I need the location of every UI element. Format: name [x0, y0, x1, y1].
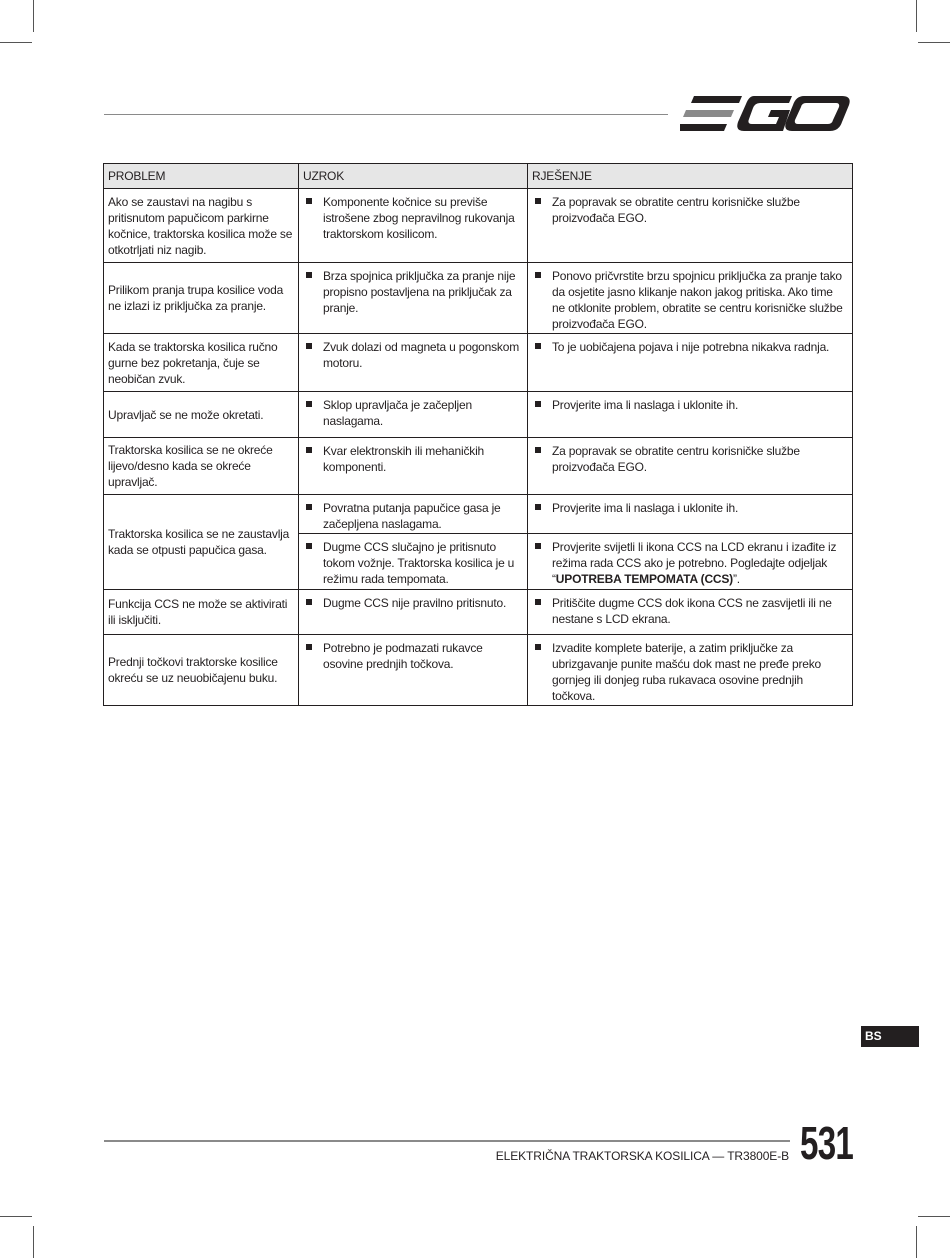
problem-cell: Prilikom pranja trupa kosilice voda ne izlazi iz priključka za pranje.	[104, 263, 299, 334]
bullet-square-icon	[535, 343, 541, 349]
bullet-square-icon	[306, 401, 312, 407]
solution-text: Za popravak se obratite centru korisničke službe proizvođača EGO.	[552, 195, 800, 225]
bullet-square-icon	[306, 599, 312, 605]
bullet-square-icon	[306, 447, 312, 453]
footer-title: ELEKTRIČNA TRAKTORSKA KOSILICA — TR3800E-B	[495, 1149, 789, 1163]
cause-text: Komponente kočnice su previše istrošene zbog nepravilnog rukovanja traktorskom kosilicom.	[323, 195, 515, 241]
cause-cell	[299, 635, 528, 706]
troubleshooting-table	[103, 163, 853, 706]
bullet-square-icon	[306, 644, 312, 650]
bullet-square-icon	[535, 543, 541, 549]
bullet-square-icon	[306, 198, 312, 204]
bullet-square-icon	[535, 401, 541, 407]
cause-cell	[299, 263, 528, 334]
bullet-square-icon	[535, 504, 541, 510]
solution-text: Provjerite ima li naslaga i uklonite ih.	[552, 501, 739, 515]
table-row	[104, 263, 853, 334]
cause-text: Brza spojnica priključka za pranje nije propisno postavljena na priključak za pranje.	[323, 269, 516, 315]
table-row	[104, 590, 853, 635]
solution-text: Ponovo pričvrstite brzu spojnicu priključka za pranje tako da osjetite jasno klikanje nakon jakog pritiska. Ako time ne otklonite problem, obratite se centru korisničke službe proizvođača EGO.	[552, 269, 843, 331]
column-header-problem: PROBLEM	[104, 164, 299, 189]
cause-text: Povratna putanja papučice gasa je začepljena naslagama.	[323, 501, 501, 531]
table-header-row	[104, 164, 853, 189]
header-rule	[104, 114, 668, 115]
crop-mark	[0, 42, 32, 43]
table-row	[104, 189, 853, 263]
bullet-square-icon	[535, 272, 541, 278]
bullet-square-icon	[535, 198, 541, 204]
solution-cell	[528, 334, 853, 392]
solution-text: Izvadite komplete baterije, a zatim priključke za ubrizgavanje punite mašću dok mast ne pređe preko gornjeg ili donjeg ruba rukavaca osovine prednjih točkova.	[552, 641, 822, 703]
solution-cell	[528, 495, 853, 534]
solution-cell	[528, 189, 853, 263]
language-tab: BS	[861, 1026, 919, 1047]
crop-mark	[918, 42, 950, 43]
cause-text: Potrebno je podmazati rukavce osovine prednjih točkova.	[323, 641, 483, 671]
bullet-square-icon	[306, 504, 312, 510]
crop-mark	[0, 1216, 32, 1217]
column-header-solution: RJEŠENJE	[528, 164, 853, 189]
cause-text: Kvar elektronskih ili mehaničkih komponenti.	[323, 444, 485, 474]
problem-cell: Traktorska kosilica se ne zaustavlja kada se otpusti papučica gasa.	[104, 495, 299, 590]
bullet-square-icon	[535, 599, 541, 605]
solution-text: Pritiščite dugme CCS dok ikona CCS ne zasvijetli ili ne nestane s LCD ekrana.	[552, 596, 832, 626]
footer-rule	[104, 1140, 790, 1142]
table-row	[104, 334, 853, 392]
crop-mark	[33, 0, 34, 32]
bullet-square-icon	[535, 644, 541, 650]
problem-cell: Upravljač se ne može okretati.	[104, 392, 299, 438]
cause-cell	[299, 392, 528, 438]
bullet-square-icon	[535, 447, 541, 453]
problem-cell: Prednji točkovi traktorske kosilice okreću se uz neuobičajenu buku.	[104, 635, 299, 706]
problem-cell: Kada se traktorska kosilica ručno gurne bez pokretanja, čuje se neobičan zvuk.	[104, 334, 299, 392]
solution-cell	[528, 392, 853, 438]
solution-text-pre: Provjerite svijetli li ikona CCS na LCD ekranu i izađite iz režima rada CCS ako je potrebno. Pogledajte odjeljak “	[552, 540, 837, 586]
cause-cell	[299, 590, 528, 635]
bullet-square-icon	[306, 272, 312, 278]
solution-text: To je uobičajena pojava i nije potrebna nikakva radnja.	[552, 340, 830, 354]
problem-cell: Funkcija CCS ne može se aktivirati ili isključiti.	[104, 590, 299, 635]
cause-cell	[299, 438, 528, 495]
solution-text: Za popravak se obratite centru korisničke službe proizvođača EGO.	[552, 444, 800, 474]
bullet-square-icon	[306, 343, 312, 349]
table-row	[104, 495, 853, 534]
cause-text: Dugme CCS nije pravilno pritisnuto.	[323, 596, 507, 610]
cause-cell	[299, 189, 528, 263]
cause-text: Sklop upravljača je začepljen naslagama.	[323, 398, 472, 428]
cause-cell	[299, 495, 528, 534]
crop-mark	[33, 1226, 34, 1258]
page-number: 531	[800, 1117, 854, 1169]
section-reference: UPOTREBA TEMPOMATA (CCS)	[555, 572, 733, 586]
cause-cell	[299, 534, 528, 590]
ego-logo	[680, 94, 852, 134]
solution-cell	[528, 534, 853, 590]
solution-cell	[528, 438, 853, 495]
crop-mark	[918, 1216, 950, 1217]
cause-text: Dugme CCS slučajno je pritisnuto tokom vožnje. Traktorska kosilica je u režimu rada tempomata.	[323, 540, 515, 586]
table-row	[104, 635, 853, 706]
cause-cell	[299, 334, 528, 392]
solution-text-post: ”.	[732, 572, 740, 586]
bullet-square-icon	[306, 543, 312, 549]
solution-cell	[528, 263, 853, 334]
crop-mark	[916, 0, 917, 32]
solution-cell	[528, 590, 853, 635]
problem-cell: Ako se zaustavi na nagibu s pritisnutom papučicom parkirne kočnice, traktorska kosilica može se otkotrljati niz nagib.	[104, 189, 299, 263]
table-row	[104, 392, 853, 438]
crop-mark	[916, 1226, 917, 1258]
cause-text: Zvuk dolazi od magneta u pogonskom motoru.	[323, 340, 519, 370]
table-row	[104, 438, 853, 495]
solution-text: Provjerite ima li naslaga i uklonite ih.	[552, 398, 739, 412]
solution-cell	[528, 635, 853, 706]
column-header-cause: UZROK	[299, 164, 528, 189]
problem-cell: Traktorska kosilica se ne okreće lijevo/desno kada se okreće upravljač.	[104, 438, 299, 495]
